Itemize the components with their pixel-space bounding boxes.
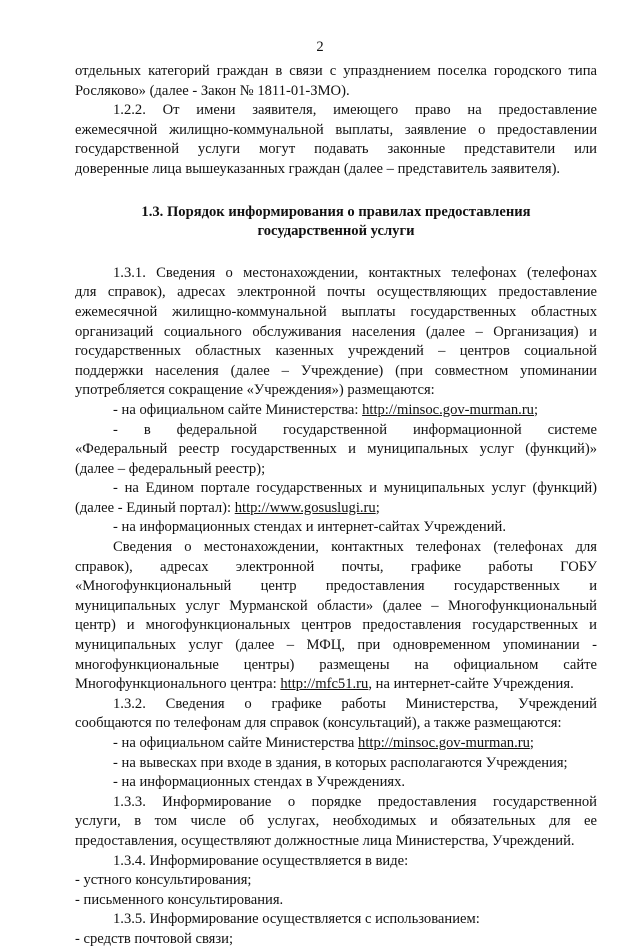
text-line: организаций социального обслуживания населения (далее – Организация) и bbox=[75, 323, 597, 340]
heading-line: 1.3. Порядок информирования о правилах предоставления bbox=[141, 203, 531, 220]
bullet-item bbox=[75, 734, 597, 754]
bullet-text: - на официальном сайте Министерства bbox=[113, 735, 359, 751]
document-body bbox=[75, 62, 597, 950]
text-line: ежемесячной жилищно-коммунальной выплаты государственных областных bbox=[75, 303, 597, 320]
text-line: предоставления, осуществляют должностные лица Министерства, Учреждений. bbox=[75, 832, 575, 849]
mfc51-link[interactable]: http://mfc51.ru bbox=[280, 676, 369, 693]
text-line: многофункциональные центры) размещены на официальном сайте bbox=[75, 656, 597, 673]
text-line: отдельных категорий граждан в связи с упразднением поселка городского типа bbox=[75, 63, 597, 79]
bullet-item: - устного консультирования; bbox=[75, 872, 252, 889]
bullet-text: - на официальном сайте Министерства: bbox=[113, 401, 363, 418]
text-line: «Многофункциональный центр предоставления государственных и bbox=[75, 578, 597, 595]
text-line: сообщаются по телефонам для справок (консультаций), а также размещаются: bbox=[75, 715, 562, 732]
text-line: 1.3.1. Сведения о местонахождении, контактных телефонах (телефонах bbox=[113, 264, 597, 281]
line-text: , на интернет-сайте Учреждения. bbox=[368, 676, 574, 693]
minsoc-link-2[interactable]: http://minsoc.gov-murman.ru bbox=[358, 735, 530, 751]
text-line: доверенные лица вышеуказанных граждан (далее – представитель заявителя). bbox=[75, 160, 561, 177]
text-line: (далее – федеральный реестр); bbox=[75, 460, 266, 477]
text-line: муниципальных услуг (далее – МФЦ, при одновременном упоминании - bbox=[75, 637, 597, 654]
text-line: Сведения о местонахождении, контактных телефонах (телефонах для bbox=[113, 539, 597, 556]
bullet-text: ; bbox=[375, 499, 380, 516]
text-line: употребляется сокращение «Учреждения») размещаются: bbox=[75, 382, 435, 399]
text-line: поддержки населения (далее – Учреждение) (при совместном упоминании bbox=[75, 362, 597, 379]
text-line: государственных областных казенных учреждений – центров социальной bbox=[75, 343, 597, 360]
section-heading bbox=[75, 203, 597, 242]
text-line bbox=[75, 675, 597, 695]
text-line: 1.3.3. Информирование о порядке предоставления государственной bbox=[113, 793, 597, 810]
text-line: 1.3.5. Информирование осуществляется с использованием: bbox=[113, 911, 480, 928]
page-number: 2 bbox=[316, 39, 324, 55]
text-line: муниципальных услуг Мурманской области» (далее – Многофункциональный bbox=[75, 597, 597, 614]
text-line: государственной услуги могут подавать законные представители или bbox=[75, 141, 597, 158]
bullet-item: - на информационных стендах в Учреждениях. bbox=[113, 774, 406, 791]
bullet-text: ; bbox=[533, 401, 539, 418]
text-line: услуги, в том числе об услугах, необходимых и обязательных для ее bbox=[75, 813, 597, 830]
text-line: 1.3.2. Сведения о графике работы Министерства, Учреждений bbox=[113, 695, 597, 712]
bullet-item bbox=[75, 499, 597, 519]
text-line: - на Едином портале государственных и муниципальных услуг (функций) bbox=[113, 480, 597, 497]
text-line: 1.2.2. От имени заявителя, имеющего право на предоставление bbox=[113, 102, 597, 119]
bullet-text: ; bbox=[529, 735, 534, 751]
bullet-item: - на информационных стендах и интернет-сайтах Учреждений. bbox=[113, 519, 506, 536]
text-line: центр) и многофункциональных центров предоставления государственных и bbox=[75, 617, 597, 634]
gosuslugi-link[interactable]: http://www.gosuslugi.ru bbox=[234, 499, 376, 516]
bullet-item: - на вывесках при входе в здания, в которых располагаются Учреждения; bbox=[113, 754, 568, 771]
text-line: ежемесячной жилищно-коммунальной выплаты, заявление о предоставлении bbox=[75, 121, 597, 138]
bullet-item: - письменного консультирования. bbox=[75, 891, 284, 908]
text-line: - в федеральной государственной информационной системе bbox=[113, 421, 597, 438]
bullet-text: (далее - Единый портал): bbox=[75, 499, 235, 516]
text-line: для справок), адресах электронной почты осуществляющих предоставление bbox=[75, 284, 597, 301]
text-line: 1.3.4. Информирование осуществляется в виде: bbox=[113, 852, 409, 869]
text-line: Росляково» (далее - Закон № 1811-01-ЗМО). bbox=[75, 82, 350, 99]
heading-line: государственной услуги bbox=[257, 223, 415, 240]
bullet-item bbox=[75, 401, 597, 421]
text-line: «Федеральный реестр государственных и муниципальных услуг (функций)» bbox=[75, 441, 597, 458]
text-line: справок), адресах электронной почты, графике работы ГОБУ bbox=[75, 558, 597, 575]
minsoc-link[interactable]: http://minsoc.gov-murman.ru bbox=[362, 401, 534, 418]
line-text: Многофункционального центра: bbox=[75, 676, 281, 693]
bullet-item: - средств почтовой связи; bbox=[75, 930, 234, 947]
